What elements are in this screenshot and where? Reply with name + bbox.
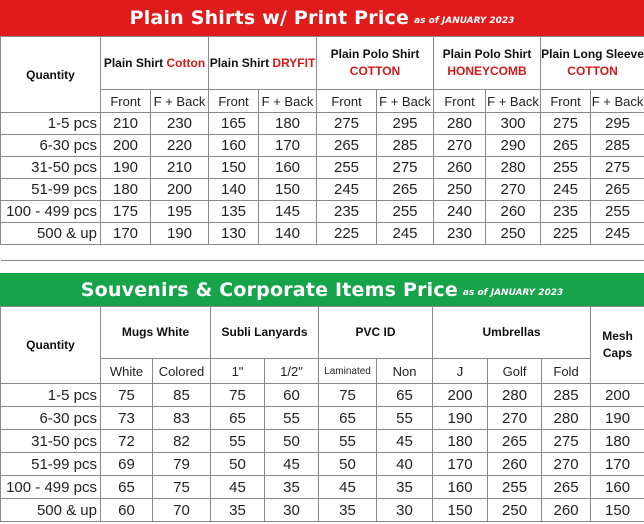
price-cell: 275 <box>317 113 377 135</box>
price-cell: 45 <box>377 430 433 453</box>
quantity-cell: 31-50 pcs <box>1 157 101 179</box>
column-subheader: F + Back <box>377 90 434 113</box>
price-cell: 85 <box>153 384 211 407</box>
price-row <box>1 453 644 476</box>
price-cell: 280 <box>486 157 541 179</box>
souvenirs-product-header-row <box>1 307 644 359</box>
price-cell: 50 <box>265 430 319 453</box>
quantity-header: Quantity <box>1 37 101 113</box>
price-cell: 55 <box>377 407 433 430</box>
column-subheader: Front <box>541 90 591 113</box>
column-subheader: F + Back <box>486 90 541 113</box>
price-cell: 190 <box>151 223 209 245</box>
price-cell: 265 <box>317 135 377 157</box>
column-subheader: Colored <box>153 359 211 384</box>
price-row <box>1 179 644 201</box>
price-cell: 160 <box>209 135 259 157</box>
price-cell: 250 <box>488 499 542 522</box>
column-subheader: 1/2" <box>265 359 319 384</box>
price-cell: 255 <box>317 157 377 179</box>
price-cell: 200 <box>101 135 151 157</box>
price-cell: 35 <box>211 499 265 522</box>
quantity-cell: 6-30 pcs <box>1 135 101 157</box>
price-cell: 175 <box>101 201 151 223</box>
price-row <box>1 135 644 157</box>
quantity-cell: 100 - 499 pcs <box>1 201 101 223</box>
column-subheader: F + Back <box>151 90 209 113</box>
price-cell: 150 <box>259 179 317 201</box>
souvenirs-title: Souvenirs & Corporate Items Price <box>80 278 458 301</box>
souvenirs-date-note: as of JANUARY 2023 <box>462 287 564 298</box>
price-cell: 200 <box>591 384 644 407</box>
price-cell: 280 <box>542 407 591 430</box>
price-cell: 40 <box>377 453 433 476</box>
quantity-cell: 6-30 pcs <box>1 407 101 430</box>
price-cell: 270 <box>434 135 486 157</box>
price-cell: 300 <box>486 113 541 135</box>
price-cell: 200 <box>433 384 488 407</box>
price-cell: 245 <box>377 223 434 245</box>
product-header-pvc-id: PVC ID <box>319 307 433 359</box>
price-cell: 72 <box>101 430 153 453</box>
column-subheader: Non <box>377 359 433 384</box>
price-row <box>1 384 644 407</box>
price-cell: 140 <box>259 223 317 245</box>
price-row <box>1 430 644 453</box>
column-subheader: Golf <box>488 359 542 384</box>
price-cell: 65 <box>211 407 265 430</box>
column-subheader: Front <box>101 90 151 113</box>
price-cell: 75 <box>153 476 211 499</box>
price-cell: 45 <box>211 476 265 499</box>
spacer-row <box>1 245 644 261</box>
price-cell: 265 <box>591 179 644 201</box>
plain-shirts-banner <box>0 0 644 36</box>
price-cell: 225 <box>541 223 591 245</box>
price-cell: 275 <box>542 430 591 453</box>
price-cell: 255 <box>591 201 644 223</box>
price-cell: 260 <box>486 201 541 223</box>
price-cell: 170 <box>433 453 488 476</box>
price-cell: 55 <box>319 430 377 453</box>
price-cell: 275 <box>541 113 591 135</box>
column-subheader: F + Back <box>591 90 644 113</box>
price-cell: 225 <box>317 223 377 245</box>
price-cell: 240 <box>434 201 486 223</box>
product-header-mugs-white: Mugs White <box>101 307 211 359</box>
price-cell: 45 <box>319 476 377 499</box>
price-cell: 150 <box>433 499 488 522</box>
price-cell: 65 <box>377 384 433 407</box>
price-cell: 75 <box>101 384 153 407</box>
price-cell: 73 <box>101 407 153 430</box>
price-cell: 260 <box>434 157 486 179</box>
souvenirs-banner <box>0 273 644 306</box>
price-row <box>1 223 644 245</box>
price-cell: 145 <box>259 201 317 223</box>
plain-shirts-date-note: as of JANUARY 2023 <box>414 16 515 26</box>
price-cell: 160 <box>433 476 488 499</box>
price-cell: 290 <box>486 135 541 157</box>
price-cell: 260 <box>488 453 542 476</box>
price-cell: 220 <box>151 135 209 157</box>
price-cell: 210 <box>101 113 151 135</box>
product-header-subli-lanyards: Subli Lanyards <box>211 307 319 359</box>
price-cell: 140 <box>209 179 259 201</box>
price-cell: 35 <box>265 476 319 499</box>
price-row <box>1 476 644 499</box>
price-cell: 280 <box>434 113 486 135</box>
product-header-umbrellas: Umbrellas <box>433 307 591 359</box>
plain-shirts-title: Plain Shirts w/ Print Price <box>129 7 410 29</box>
price-cell: 180 <box>433 430 488 453</box>
price-cell: 170 <box>259 135 317 157</box>
price-cell: 285 <box>591 135 644 157</box>
column-subheader: Front <box>209 90 259 113</box>
column-subheader: F + Back <box>259 90 317 113</box>
price-cell: 50 <box>319 453 377 476</box>
quantity-cell: 51-99 pcs <box>1 179 101 201</box>
column-subheader: Laminated <box>319 359 377 384</box>
price-cell: 180 <box>259 113 317 135</box>
price-cell: 190 <box>433 407 488 430</box>
price-cell: 230 <box>434 223 486 245</box>
price-cell: 245 <box>317 179 377 201</box>
quantity-cell: 1-5 pcs <box>1 384 101 407</box>
price-cell: 250 <box>434 179 486 201</box>
price-cell: 190 <box>101 157 151 179</box>
quantity-cell: 31-50 pcs <box>1 430 101 453</box>
price-row <box>1 201 644 223</box>
price-cell: 160 <box>591 476 644 499</box>
price-row <box>1 157 644 179</box>
column-subheader: Fold <box>542 359 591 384</box>
column-subheader: J <box>433 359 488 384</box>
product-header-plain-shirt-dryfit: Plain Shirt DRYFIT <box>209 37 317 90</box>
plain-shirts-product-header-row <box>1 37 644 90</box>
price-cell: 245 <box>591 223 644 245</box>
price-cell: 75 <box>211 384 265 407</box>
price-cell: 65 <box>101 476 153 499</box>
price-cell: 160 <box>259 157 317 179</box>
product-header-mesh-caps: Mesh Caps <box>591 307 644 384</box>
price-cell: 50 <box>211 453 265 476</box>
price-cell: 150 <box>591 499 644 522</box>
price-cell: 270 <box>542 453 591 476</box>
price-cell: 230 <box>151 113 209 135</box>
quantity-cell: 500 & up <box>1 499 101 522</box>
price-cell: 265 <box>488 430 542 453</box>
price-cell: 245 <box>541 179 591 201</box>
price-cell: 255 <box>488 476 542 499</box>
price-row <box>1 499 644 522</box>
price-row <box>1 113 644 135</box>
quantity-cell: 1-5 pcs <box>1 113 101 135</box>
quantity-cell: 100 - 499 pcs <box>1 476 101 499</box>
price-cell: 265 <box>542 476 591 499</box>
price-cell: 75 <box>319 384 377 407</box>
price-cell: 55 <box>211 430 265 453</box>
price-cell: 275 <box>591 157 644 179</box>
product-header-polo-cotton: Plain Polo Shirt COTTON <box>317 37 434 90</box>
price-cell: 35 <box>377 476 433 499</box>
price-cell: 83 <box>153 407 211 430</box>
price-cell: 30 <box>265 499 319 522</box>
price-cell: 275 <box>377 157 434 179</box>
price-cell: 65 <box>319 407 377 430</box>
price-cell: 285 <box>542 384 591 407</box>
product-header-plain-shirt-cotton: Plain Shirt Cotton <box>101 37 209 90</box>
price-cell: 70 <box>153 499 211 522</box>
price-cell: 180 <box>591 430 644 453</box>
price-cell: 45 <box>265 453 319 476</box>
price-cell: 200 <box>151 179 209 201</box>
column-subheader: 1" <box>211 359 265 384</box>
column-subheader: White <box>101 359 153 384</box>
price-cell: 180 <box>101 179 151 201</box>
quantity-cell: 51-99 pcs <box>1 453 101 476</box>
price-cell: 130 <box>209 223 259 245</box>
column-subheader: Front <box>317 90 377 113</box>
price-cell: 170 <box>101 223 151 245</box>
product-header-polo-honeycomb: Plain Polo Shirt HONEYCOMB <box>434 37 541 90</box>
price-cell: 60 <box>101 499 153 522</box>
quantity-cell: 500 & up <box>1 223 101 245</box>
price-cell: 280 <box>488 384 542 407</box>
price-cell: 165 <box>209 113 259 135</box>
quantity-header-2: Quantity <box>1 307 101 384</box>
price-cell: 170 <box>591 453 644 476</box>
column-subheader: Front <box>434 90 486 113</box>
price-cell: 35 <box>319 499 377 522</box>
price-cell: 30 <box>377 499 433 522</box>
price-cell: 135 <box>209 201 259 223</box>
price-row <box>1 407 644 430</box>
product-header-long-sleeve-cotton: Plain Long Sleeve COTTON <box>541 37 644 90</box>
price-cell: 190 <box>591 407 644 430</box>
price-cell: 82 <box>153 430 211 453</box>
price-cell: 255 <box>541 157 591 179</box>
price-cell: 235 <box>317 201 377 223</box>
price-cell: 235 <box>541 201 591 223</box>
price-cell: 195 <box>151 201 209 223</box>
price-cell: 255 <box>377 201 434 223</box>
price-cell: 265 <box>541 135 591 157</box>
price-cell: 55 <box>265 407 319 430</box>
price-cell: 270 <box>488 407 542 430</box>
price-cell: 150 <box>209 157 259 179</box>
price-cell: 260 <box>542 499 591 522</box>
price-cell: 295 <box>591 113 644 135</box>
price-cell: 250 <box>486 223 541 245</box>
price-cell: 69 <box>101 453 153 476</box>
price-cell: 60 <box>265 384 319 407</box>
plain-shirts-price-table <box>0 36 644 261</box>
price-cell: 210 <box>151 157 209 179</box>
price-cell: 265 <box>377 179 434 201</box>
souvenirs-price-table <box>0 306 644 522</box>
price-cell: 285 <box>377 135 434 157</box>
price-cell: 295 <box>377 113 434 135</box>
price-cell: 270 <box>486 179 541 201</box>
price-cell: 79 <box>153 453 211 476</box>
